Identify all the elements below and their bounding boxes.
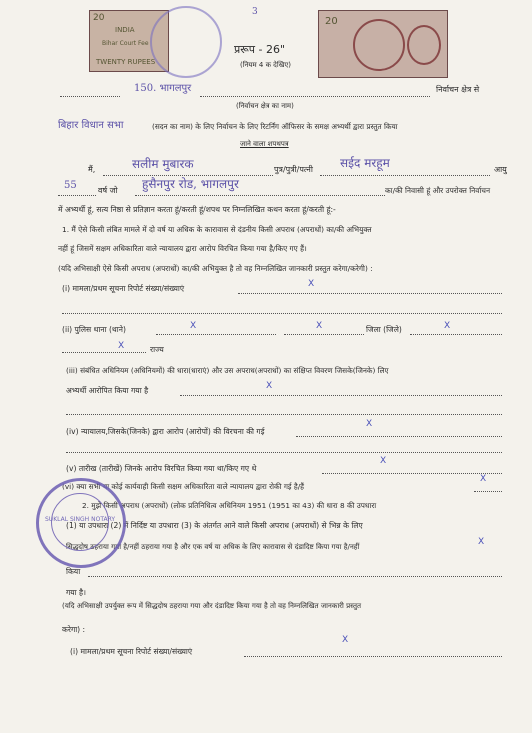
constituency-name: 150. भागलपुर: [134, 83, 192, 94]
address-dots: [135, 195, 385, 196]
item-iii-label: (iii) संबंधित अधिनियम (अधिनियमों) की धारा(धाराएं) और उस अपराध(अपराधों) का संक्षिप्त विवरण जिसके(जिनके) लिए: [66, 366, 389, 375]
constituency-label: निर्वाचन क्षेत्र से: [436, 85, 480, 94]
para-2-line-f: (यदि अभिसाक्षी उपर्युक्त रूप में सिद्धदोष ठहराया गया और दंडादिष्ट किया गया है तो वह निम्नलिखित जानकारी प्रस्तुत: [62, 601, 362, 610]
item-iii-dots-1: [180, 395, 502, 396]
item-iv-dots-1: [296, 436, 502, 437]
father-name: सईद मरहूम: [340, 156, 390, 170]
notary-seal: [36, 478, 126, 568]
house-line-text: (सदन का नाम) के लिए निर्वाचन के लिए रिटर्निंग ऑफिसर के समक्ष अभ्यर्थी द्वारा प्रस्तुत किया: [152, 122, 398, 131]
item-iv-dots-2: [66, 452, 502, 453]
item-i-mark: X: [308, 279, 315, 289]
item-ii-label: (ii) पुलिस थाना (थाने): [62, 325, 126, 334]
stamp-emblem-icon-right: [407, 25, 441, 65]
para-2-line-g: करेगा) :: [62, 625, 86, 634]
father-dots: [320, 175, 490, 176]
resident-text: का/की निवासी हूं और उपरोक्त निर्वाचन: [385, 186, 491, 195]
item-i-label: (i) मामला/प्रथम सूचना रिपोर्ट संख्या/संख्याएं: [62, 284, 185, 293]
para-2-line-d: किया: [66, 567, 81, 576]
stamp-left-top: 20: [93, 13, 105, 23]
house-name: बिहार विधान सभा: [58, 120, 124, 131]
item-i-dots-2: [62, 313, 502, 314]
item-v-mark: X: [380, 456, 387, 466]
form-rule: (नियम 4 क देखिए): [240, 61, 292, 69]
district-dots: [410, 334, 502, 335]
stamp-left-line2: Bihar Court Fee: [102, 40, 149, 47]
para-2-item-i-label: (i) मामला/प्रथम सूचना रिपोर्ट संख्या/संख्याएं: [70, 647, 193, 656]
item-vi-mark: X: [480, 474, 487, 484]
constituency-sub: (निर्वाचन क्षेत्र का नाम): [236, 102, 294, 110]
item-ii-mark-3: X: [444, 321, 451, 331]
para-2-line-e: गया है।: [66, 588, 86, 597]
item-v-dots: [322, 473, 502, 474]
notary-seal-text: SUKLAL SINGH NOTARY: [45, 516, 116, 523]
stamp-left-bottom: TWENTY RUPEES: [96, 58, 156, 66]
declarant-address: हुसैनपुर रोड, भागलपुर: [142, 177, 239, 191]
name-dots: [103, 175, 273, 176]
form-title: प्ररूप - 26": [234, 43, 286, 56]
state-dots: [62, 352, 146, 353]
item-ii-mark-1: X: [190, 321, 197, 331]
item-ii-mark-2: X: [316, 321, 323, 331]
stamp-cancellation-seal: [150, 6, 222, 78]
item-iv-label: (iv) न्यायालय,जिसके(जिनके) द्वारा आरोप (आरोपों) की विरचना की गई: [66, 427, 265, 436]
affirmation-text: में अभ्यर्थी हूं, सत्य निष्ठा से प्रतिज्ञान करता हूं/करती हूं/शपथ पर निम्नलिखित कथन करता हूं/करती हूं:-: [58, 205, 336, 214]
para-2-line-c: सिद्धदोष ठहराया गया है/नहीं ठहराया गया है और एक वर्ष या अधिक के लिए कारावास से दंडादिष्ट किया गया है/नहीं: [66, 542, 360, 551]
item-ii-mark-4: X: [118, 341, 125, 351]
item-ii-dots-2: [284, 334, 364, 335]
item-iii-line-b: अभ्यर्थी आरोपित किया गया है: [66, 386, 149, 395]
stamp-emblem-icon: [353, 19, 405, 71]
declarant-name: सलीम मुबारक: [132, 157, 194, 171]
item-vi-dots: [474, 491, 502, 492]
oath-heading: जाने वाला शपथपत्र: [240, 140, 289, 148]
para-2-item-i-dots: [244, 656, 502, 657]
item-v-label: (v) तारीख (तारीखें) जिनके आरोप विरचित किया गया था/किए गए थे: [66, 464, 257, 473]
age-label: आयु: [494, 165, 507, 174]
state-label: राज्य: [150, 345, 164, 354]
para-2-line-a: 2. मुझे किसी अपराध (अपराधों) (लोक प्रतिनिधित्व अधिनियम 1951 (1951 का 43) की धारा 8 की उपधारा: [82, 501, 377, 510]
item-iv-mark: X: [366, 419, 373, 429]
age-dots: [58, 195, 96, 196]
para-1-line-b: नहीं हूं जिसमें सक्षम अधिकारिता वाले न्यायालय द्वारा आरोप विरचित किया गया है/किए गए हैं।: [58, 244, 307, 253]
para-1-line-c: (यदि अभिसाक्षी ऐसे किसी अपराध (अपराधों) का/की अभियुक्त है तो वह निम्नलिखित जानकारी प्रस्तुत करेगा/करेगी) :: [58, 264, 373, 273]
declarant-prefix: मैं,: [88, 165, 96, 174]
stamp-right-value: 20: [325, 16, 338, 27]
relation-label: पुत्र/पुत्री/पत्नी: [274, 165, 313, 174]
item-ii-dots-1: [156, 334, 276, 335]
para-2-item-i-mark: X: [342, 635, 349, 645]
para-2-mark: X: [478, 537, 485, 547]
item-iii-mark: X: [266, 381, 273, 391]
years-label: वर्ष जो: [98, 186, 118, 195]
declarant-age: 55: [64, 180, 77, 191]
item-iii-dots-2: [66, 414, 502, 415]
stamp-left-line1: INDIA: [115, 26, 135, 34]
para-2-dots-1: [88, 576, 502, 577]
constituency-dots-2: [200, 96, 430, 97]
constituency-dots-1: [60, 96, 120, 97]
item-i-dots-1: [238, 293, 502, 294]
court-fee-stamp-right: [318, 10, 448, 78]
para-2-line-b: (1) या उपधारा (2) में निर्दिष्ट या उपधारा (3) के अंतर्गत आने वाले किसी अपराध (अपराधों) से भिन्न के लिए: [66, 521, 363, 530]
district-label: जिला (जिले): [366, 325, 402, 334]
item-vi-label: (vi) क्या सभी या कोई कार्यवाही किसी सक्षम अधिकारिता वाले न्यायालय द्वारा रोकी गई है/हैं: [62, 482, 305, 491]
top-serial-number: 3: [252, 7, 258, 17]
para-1-line-a: 1. मैं ऐसे किसी लंबित मामले में दो वर्ष या अधिक के कारावास से दंडनीय किसी अपराध (अपराधों) का/की अभियुक्त: [62, 225, 372, 234]
